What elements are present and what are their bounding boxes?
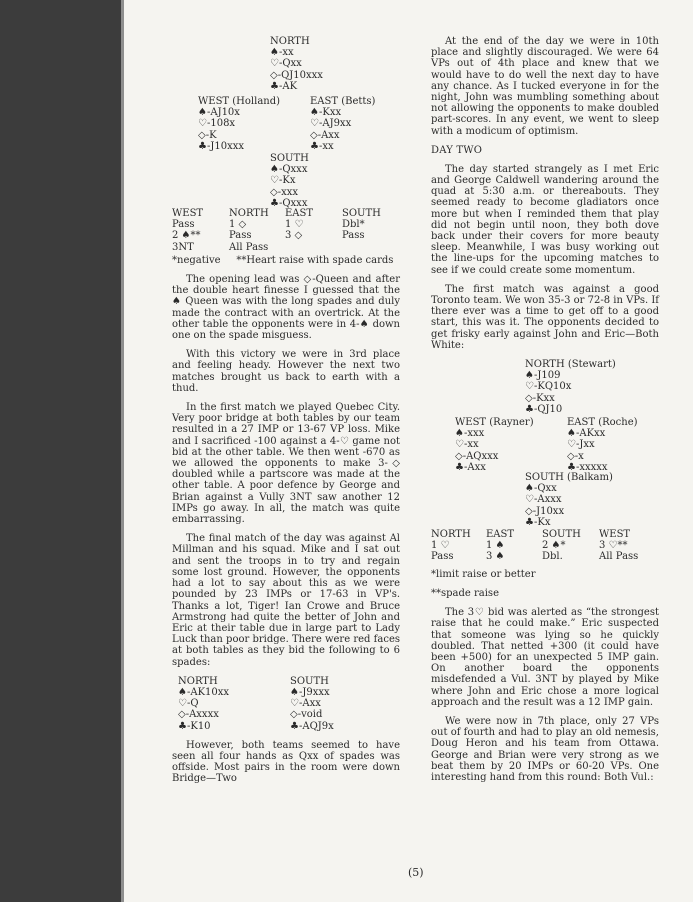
hand-line: ◇-void: [290, 709, 323, 721]
bid-cell: [285, 242, 342, 253]
bidding-footnote: *negative **Heart raise with spade cards: [172, 254, 394, 266]
east-hand: [567, 417, 638, 473]
bid-cell: 2 ♠**: [172, 230, 201, 242]
hand-line: NORTH (Stewart): [525, 359, 616, 371]
hand-line: ◇-QJ10xxx: [270, 69, 323, 81]
bidding-row: [172, 230, 400, 241]
bid-cell: 1 ♡: [285, 219, 304, 231]
hand-line: ♣-xxxxx: [567, 461, 608, 473]
bid-cell: 1 ◇: [229, 219, 247, 231]
hand-line: ♣-AQJ9x: [290, 720, 334, 732]
hand-line: ♠-Kxx: [310, 107, 342, 119]
hand-line: ◇-x: [567, 450, 584, 462]
hand-line: ♡-Qxx: [270, 58, 302, 70]
hand-line: ♣-Qxxx: [270, 197, 308, 209]
hand-line: ◇-AQxxx: [455, 450, 499, 462]
bid-cell: 2 ♠*: [542, 540, 566, 552]
bridge-diagram-1: [172, 36, 400, 208]
paragraph: The day started strangely as I met Eric and George Caldwell wandering around the quad at 5:30 a.m. or thereabouts. They seemed ready to become gladiators once more but when I reminded them that play did not begin until noon, they both dove back under their covers for more beauty sleep. Meanwhile, I was busy working out the line-ups for the upcoming matches to see if we could create some momentum.: [431, 163, 659, 276]
hand-line: WEST (Rayner): [455, 417, 534, 429]
hand-line: ♡-KQ10x: [525, 381, 572, 393]
hand-line: ♣-K10: [178, 720, 211, 732]
hand-line: ♣-xx: [310, 140, 334, 152]
bid-cell: Dbl*: [342, 219, 365, 231]
bidding-header-row: [431, 529, 659, 540]
north-hand: [178, 676, 229, 732]
hand-line: ♠-Qxxx: [270, 164, 308, 176]
bid-cell: WEST: [172, 208, 204, 219]
hand-line: ♡-Axx: [290, 698, 321, 710]
hand-line: ♡-Q: [178, 698, 199, 710]
hand-line: ◇-J10xx: [525, 505, 565, 517]
section-heading: DAY TWO: [431, 144, 483, 156]
bidding-table-2: [431, 529, 659, 563]
bid-cell: NORTH: [431, 529, 471, 541]
west-hand: [198, 96, 280, 152]
bid-cell: 3 ♡**: [599, 540, 628, 552]
bidding-footnote: **spade raise: [431, 587, 499, 599]
hand-line: ♠-J9xxx: [290, 686, 330, 698]
south-hand: [290, 676, 334, 732]
hand-line: ♠-AJ10x: [198, 107, 240, 119]
bid-cell: 3 ♠: [486, 551, 505, 563]
paragraph: With this victory we were in 3rd place and feeling heady. However the next two matches brought us back to earth with a thud.: [172, 349, 400, 394]
hand-line: NORTH: [178, 675, 218, 687]
bidding-header-row: [172, 208, 400, 219]
paragraph: In the first match we played Quebec City. Very poor bridge at both tables by our team resulted in a 27 IMP or 13-67 VP loss. Mike and I sacrificed -100 against a 4-♡ game not bid at the other table. We then went -670 as we allowed the opponents to make 3-◇ doubled while a partscore was made at the other table. A poor defence by George and Brian against a Vully 3NT saw another 12 IMPs go away. In all, the match was quite embarrassing.: [172, 402, 400, 526]
hand-line: ◇-K: [198, 129, 217, 141]
south-hand: [525, 472, 613, 528]
bid-cell: Pass: [172, 219, 195, 231]
hand-line: ♡-Axxx: [525, 494, 562, 506]
bid-cell: 3 ◇: [285, 230, 303, 242]
hand-line: ◇-Axx: [310, 129, 340, 141]
hand-line: ◇-Kxx: [525, 392, 555, 404]
paragraph: We were now in 7th place, only 27 VPs out of fourth and had to play an old nemesis, Doug Heron and his team from Ottawa. George and Brian were very strong as we beat them by 20 IMPs or 60-20 VPs. One interesting hand from this round: Both Vul.:: [431, 715, 659, 783]
book-binding: [0, 0, 123, 902]
hand-line: ♠-AK10xx: [178, 686, 230, 698]
bid-cell: Pass: [431, 551, 454, 563]
west-hand: [455, 417, 534, 473]
hand-line: ♣-AK: [270, 80, 298, 92]
hand-line: SOUTH: [290, 675, 329, 687]
bidding-row: [172, 219, 400, 230]
paragraph: The 3♡ bid was alerted as “the strongest raise that he could make.” Eric suspected that someone was lying so he quickly doubled. That netted +300 (it could have been +500) for an unexpected 5 IMP gain. On another board the opponents misdefended a Vul. 3NT by played by Mike where John and Eric chose a more logical approach and the result was a 12 IMP gain.: [431, 607, 659, 708]
bid-cell: All Pass: [599, 551, 639, 563]
hand-line: ♠-xxx: [455, 428, 485, 440]
hand-line: ♡-xx: [455, 439, 479, 451]
paragraph: However, both teams seemed to have seen all four hands as Qxx of spades was offside. Most pairs in the room were down Bridge—Two: [172, 739, 400, 785]
bid-cell: Pass: [342, 230, 365, 242]
bid-cell: 3NT: [172, 241, 194, 253]
hand-line: ♣-Kx: [525, 516, 551, 528]
bidding-row: [431, 551, 659, 562]
hand-line: SOUTH (Balkam): [525, 472, 613, 484]
hand-line: ◇-Axxxx: [178, 709, 219, 721]
bid-cell: WEST: [599, 529, 631, 541]
bidding-table-1: [172, 208, 400, 253]
bid-cell: 1 ♠: [486, 540, 505, 552]
hand-line: ◇-xxx: [270, 186, 298, 198]
hand-line: ♠-xx: [270, 47, 294, 59]
hand-line: ♠-AKxx: [567, 428, 606, 440]
page-number: (5): [408, 866, 424, 879]
hand-line: EAST (Betts): [310, 96, 376, 107]
bridge-diagram-2: [431, 359, 659, 529]
bid-cell: Dbl.: [542, 551, 563, 563]
bidding-row: [172, 242, 400, 253]
east-hand: [310, 96, 375, 152]
hand-line: ♡-AJ9xx: [310, 118, 352, 130]
bidding-footnote: *limit raise or better: [431, 568, 536, 580]
bridge-diagram-pair: [172, 676, 400, 734]
hand-line: ♣-Axx: [455, 461, 486, 473]
hand-line: ♡-108x: [198, 118, 236, 130]
bid-cell: EAST: [486, 529, 515, 541]
paragraph: The final match of the day was against Al Millman and his squad. Mike and I sat out and sent the troops in to try and regain some lost ground. However, the opponents had a lot to say about this as we were pounded by 23 IMPs or 17-63 in VP's. Thanks a lot, Tiger! Ian Crowe and Bruce Armstrong had quite the better of John and Eric at their table due in large part to Lady Luck than poor bridge. There were red faces at both tables as they bid the following to 6 spades:: [172, 533, 400, 668]
paragraph: At the end of the day we were in 10th place and slightly discouraged. We were 64 VPs out of 4th place and knew that we would have to do well the next day to have any chance. As I tucked everyone in for the night, John was mumbling something about not allowing the opponents to make doubled part-scores. In any event, we went to sleep with a modicum of optimism.: [431, 36, 659, 137]
bid-cell: SOUTH: [342, 208, 381, 219]
hand-line: EAST (Roche): [567, 417, 638, 429]
bid-cell: 1 ♡: [431, 540, 450, 552]
hand-line: ♣-J10xxx: [198, 140, 244, 152]
hand-line: NORTH: [270, 36, 310, 47]
paragraph: The opening lead was ◇-Queen and after the double heart finesse I guessed that the ♠ Queen was with the long spades and duly made the contract with an overtrick. At the other table the opponents were in 4-♠ down one on the spade misguess.: [172, 274, 400, 342]
north-hand: [270, 36, 323, 92]
bid-cell: Pass: [229, 230, 252, 242]
hand-line: ♠-J109: [525, 370, 561, 382]
hand-line: WEST (Holland): [198, 96, 281, 107]
bid-cell: SOUTH: [542, 529, 581, 541]
bid-cell: All Pass: [229, 241, 269, 253]
paragraph: The first match was against a good Toronto team. We won 35-3 or 72-8 in VPs. If there ever was a time to get off to a good start, this was it. The opponents decided to get frisky early against John and Eric—Both White:: [431, 283, 659, 351]
bid-cell: NORTH: [229, 208, 269, 219]
left-column: [172, 36, 400, 793]
hand-line: SOUTH: [270, 153, 309, 164]
hand-line: ♠-Qxx: [525, 483, 557, 495]
hand-line: ♡-Kx: [270, 175, 296, 187]
bidding-row: [431, 540, 659, 551]
south-hand: [270, 153, 309, 209]
north-hand: [525, 359, 616, 415]
hand-line: ♣-QJ10: [525, 403, 563, 415]
bid-cell: EAST: [285, 208, 314, 219]
hand-line: ♡-Jxx: [567, 439, 595, 451]
right-column: [431, 36, 659, 791]
